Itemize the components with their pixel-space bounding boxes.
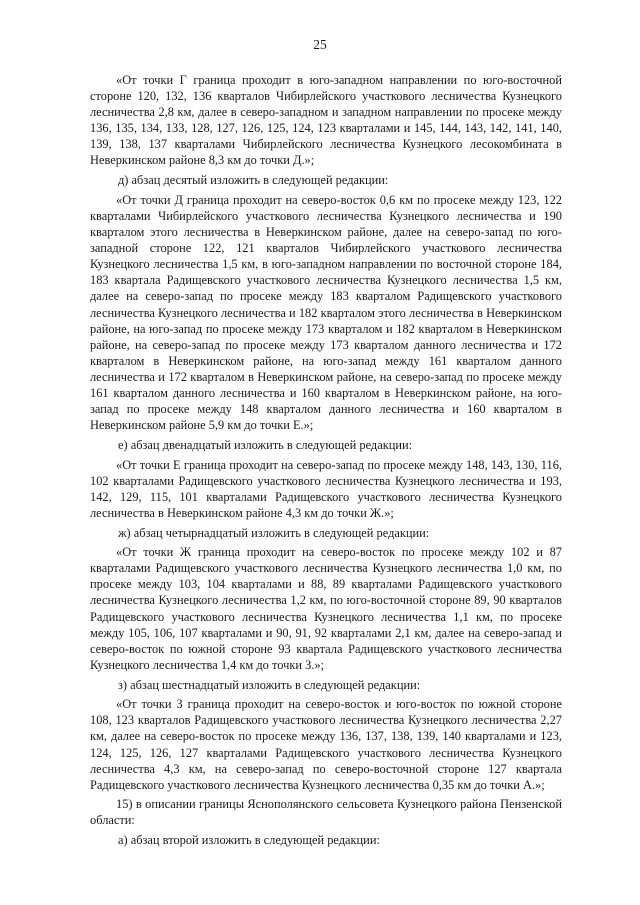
instruction-paragraph-d: д) абзац десятый изложить в следующей редакции:	[118, 173, 389, 188]
instruction-paragraph-a: а) абзац второй изложить в следующей редакции:	[118, 833, 380, 848]
page-number: 25	[313, 37, 327, 52]
quote-paragraph-boundary-zh: «От точки Ж граница проходит на северо-восток по просеке между 102 и 87 кварталами Радищевского участкового лесничества Кузнецкого лесничества 1,0 км, по просеке между 103, 104 кварталами и 88, 89 кварталами Радищевского участкового лесничества Кузнецкого лесничества 1,2 км, по юго-восточной стороне 89, 90 кварталов Радищевского участкового лесничества Кузнецкого лесничества 1,1 км, по просеке между 105, 106, 107 кварталами и 90, 91, 92 кварталами 2,1 км, далее на северо-запад и северо-восток по южной стороне 93 квартала Радищевского участкового лесничества Кузнецкого лесничества 1,4 км до точки З.»;	[90, 545, 562, 672]
quote-paragraph-boundary-e: «От точки Е граница проходит на северо-запад по просеке между 148, 143, 130, 116, 102 кварталами Радищевского участкового лесничества Кузнецкого лесничества и 193, 142, 129, 115, 101 кварталами Радищевского участкового лесничества Кузнецкого лесничества в Неверкинском районе 4,3 км до точки Ж.»;	[90, 457, 562, 520]
instruction-paragraph-e: е) абзац двенадцатый изложить в следующей редакции:	[118, 437, 413, 452]
instruction-paragraph-zh: ж) абзац четырнадцатый изложить в следующей редакции:	[118, 525, 430, 540]
item-paragraph-15: 15) в описании границы Яснополянского сельсовета Кузнецкого района Пензенской области:	[90, 797, 562, 828]
document-body	[90, 72, 562, 852]
quote-paragraph-boundary-d: «От точки Д граница проходит на северо-восток 0,6 км по просеке между 123, 122 кварталами Чибирлейского участкового лесничества Кузнецкого лесничества и 190 кварталом этого лесничества в Неверкинском районе, далее на северо-запад по юго-западной стороне 122, 121 кварталов Чибирлейского участкового лесничества Кузнецкого лесничества 1,5 км, в юго-западном направлении по восточной стороне 184, 183 квартала Радищевского участкового лесничества Кузнецкого лесничества 1,5 км, далее на северо-запад по просеке между 183 кварталом Радищевского участкового лесничества Кузнецкого лесничества и 182 кварталом этого лесничества в Неверкинском районе, на юго-запад по просеке между 173 кварталом и 182 кварталом в Неверкинском районе, на северо-запад по просеке между 173 кварталом данного лесничества и 172 кварталом в Неверкинском районе, на юго-запад между 161 кварталом данного лесничества и 172 кварталом в Неверкинском районе, на северо-запад по просеке между 161 кварталом данного лесничества и 160 кварталом в Неверкинском районе, на юго-запад по просеке между 148 кварталом данного лесничества и 160 кварталом в Неверкинском районе 5,9 км до точки Е.»;	[90, 192, 562, 433]
quote-paragraph-boundary-g: «От точки Г граница проходит в юго-западном направлении по юго-восточной стороне 120, 132, 136 кварталов Чибирлейского участкового лесничества Кузнецкого лесничества 2,8 км, далее в северо-западном и западном направлении по просеке между 136, 135, 134, 133, 128, 127, 126, 125, 124, 123 кварталами и 145, 144, 143, 142, 141, 140, 139, 138, 137 кварталами Чибирлейского лесничества Кузнецкого лесокомбината в Неверкинском районе 8,3 км до точки Д.»;	[90, 73, 562, 168]
instruction-paragraph-z: з) абзац шестнадцатый изложить в следующей редакции:	[118, 677, 421, 692]
quote-paragraph-boundary-z: «От точки З граница проходит на северо-восток и юго-восток по южной стороне 108, 123 кварталов Радищевского участкового лесничества Кузнецкого лесничества 2,27 км, далее на северо-восток по просеке между 136, 137, 138, 139, 140 кварталами и 123, 124, 125, 126, 127 кварталами Радищевского участкового лесничества Кузнецкого лесничества 4,3 км, на северо-запад по северо-восточной стороне 127 квартала Радищевского участкового лесничества Кузнецкого лесничества 0,35 км до точки А.»;	[90, 697, 562, 792]
